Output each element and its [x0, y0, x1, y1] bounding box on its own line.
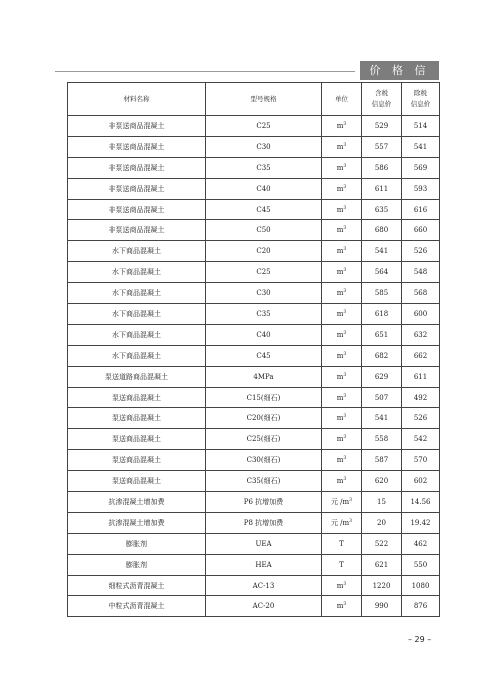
table-row	[68, 471, 440, 492]
spec-cell: C25(细石)	[206, 429, 322, 450]
unit-cell	[322, 241, 362, 262]
material-cell: 泵送商品混凝土	[68, 429, 206, 450]
unit-superscript: 3	[343, 309, 347, 315]
material-cell: 抗渗混凝土增加费	[68, 492, 206, 513]
unit-cell	[322, 157, 362, 178]
table-row	[68, 366, 440, 387]
table-row	[68, 304, 440, 325]
spec-cell: C30	[206, 283, 322, 304]
table-row	[68, 136, 440, 157]
unit-text: m	[336, 393, 344, 402]
tax-included-price-cell: 558	[362, 429, 402, 450]
table-row	[68, 241, 440, 262]
tax-included-price-cell: 585	[362, 283, 402, 304]
tax-included-price-cell: 620	[362, 471, 402, 492]
material-cell: 非泵送商品混凝土	[68, 199, 206, 220]
unit-cell	[322, 575, 362, 596]
unit-text: m	[336, 142, 344, 151]
unit-text: 元 /m	[330, 518, 350, 527]
spec-cell: HEA	[206, 554, 322, 575]
spec-cell: C35(细石)	[206, 471, 322, 492]
tax-included-price-cell: 522	[362, 533, 402, 554]
col-header-tax-excluded-line1: 除税	[414, 89, 427, 97]
tax-excluded-price-cell: 492	[402, 387, 440, 408]
col-header-tax-excluded-line2: 信息价	[410, 100, 431, 108]
col-header-tax-included	[362, 83, 402, 116]
unit-text: 元 /m	[330, 497, 350, 506]
spec-cell: C30(细石)	[206, 450, 322, 471]
tax-included-price-cell: 621	[362, 554, 402, 575]
material-cell: 水下商品混凝土	[68, 262, 206, 283]
material-cell: 非泵送商品混凝土	[68, 220, 206, 241]
table-row	[68, 116, 440, 137]
section-title: 价 格 信 息	[360, 61, 439, 80]
spec-cell: C35	[206, 304, 322, 325]
spec-cell: C30	[206, 136, 322, 157]
material-cell: 水下商品混凝土	[68, 283, 206, 304]
tax-included-price-cell: 635	[362, 199, 402, 220]
unit-cell	[322, 324, 362, 345]
material-cell: 非泵送商品混凝土	[68, 157, 206, 178]
unit-cell	[322, 283, 362, 304]
unit-text: m	[336, 581, 344, 590]
spec-cell: C45	[206, 199, 322, 220]
material-cell: 水下商品混凝土	[68, 324, 206, 345]
table-row	[68, 429, 440, 450]
tax-included-price-cell: 541	[362, 241, 402, 262]
spec-cell: AC-20	[206, 596, 322, 617]
tax-included-price-cell: 564	[362, 262, 402, 283]
tax-included-price-cell: 680	[362, 220, 402, 241]
spec-cell: UEA	[206, 533, 322, 554]
unit-text: m	[336, 351, 344, 360]
unit-superscript: 3	[343, 393, 347, 399]
unit-superscript: 3	[343, 121, 347, 127]
table-row	[68, 533, 440, 554]
col-header-unit: 单位	[322, 83, 362, 116]
table-row	[68, 199, 440, 220]
tax-excluded-price-cell: 660	[402, 220, 440, 241]
unit-superscript: 3	[343, 372, 347, 378]
table-header-row	[68, 83, 440, 116]
col-header-tax-excluded	[402, 83, 440, 116]
unit-cell	[322, 492, 362, 513]
material-cell: 泵送商品混凝土	[68, 471, 206, 492]
material-cell: 泵送商品混凝土	[68, 450, 206, 471]
unit-text: m	[336, 121, 344, 130]
unit-cell	[322, 450, 362, 471]
tax-included-price-cell: 629	[362, 366, 402, 387]
unit-text: m	[336, 163, 344, 172]
spec-cell: C50	[206, 220, 322, 241]
tax-excluded-price-cell: 602	[402, 471, 440, 492]
unit-cell	[322, 366, 362, 387]
unit-superscript: 3	[343, 163, 347, 169]
tax-excluded-price-cell: 526	[402, 241, 440, 262]
unit-superscript: 3	[349, 497, 353, 503]
unit-text: m	[336, 456, 344, 465]
unit-cell	[322, 408, 362, 429]
tax-excluded-price-cell: 542	[402, 429, 440, 450]
table-row	[68, 596, 440, 617]
unit-superscript: 3	[343, 330, 347, 336]
tax-included-price-cell: 541	[362, 408, 402, 429]
table-row	[68, 575, 440, 596]
tax-included-price-cell: 990	[362, 596, 402, 617]
spec-cell: C20	[206, 241, 322, 262]
unit-cell	[322, 116, 362, 137]
unit-superscript: 3	[349, 518, 353, 524]
tax-excluded-price-cell: 14.56	[402, 492, 440, 513]
tax-included-price-cell: 586	[362, 157, 402, 178]
unit-superscript: 3	[343, 435, 347, 441]
spec-cell: C35	[206, 157, 322, 178]
unit-text: T	[339, 560, 344, 569]
tax-excluded-price-cell: 570	[402, 450, 440, 471]
spec-cell: C25	[206, 116, 322, 137]
unit-cell	[322, 471, 362, 492]
tax-included-price-cell: 529	[362, 116, 402, 137]
tax-excluded-price-cell: 541	[402, 136, 440, 157]
material-cell: 泵送商品混凝土	[68, 387, 206, 408]
material-cell: 非泵送商品混凝土	[68, 136, 206, 157]
material-cell: 抗渗混凝土增加费	[68, 512, 206, 533]
unit-superscript: 3	[343, 247, 347, 253]
tax-excluded-price-cell: 569	[402, 157, 440, 178]
unit-superscript: 3	[343, 351, 347, 357]
unit-text: m	[336, 226, 344, 235]
unit-superscript: 3	[343, 268, 347, 274]
table-row	[68, 387, 440, 408]
tax-excluded-price-cell: 611	[402, 366, 440, 387]
material-cell: 水下商品混凝土	[68, 304, 206, 325]
material-cell: 非泵送商品混凝土	[68, 116, 206, 137]
spec-cell: C40	[206, 324, 322, 345]
unit-cell	[322, 512, 362, 533]
table-row	[68, 262, 440, 283]
material-cell: 膨胀剂	[68, 554, 206, 575]
table-row	[68, 324, 440, 345]
table-row	[68, 450, 440, 471]
unit-superscript: 3	[343, 602, 347, 608]
unit-cell	[322, 533, 362, 554]
spec-cell: P8 抗增加费	[206, 512, 322, 533]
tax-included-price-cell: 1220	[362, 575, 402, 596]
unit-superscript: 3	[343, 414, 347, 420]
unit-text: m	[336, 372, 344, 381]
unit-superscript: 3	[343, 456, 347, 462]
table-row	[68, 283, 440, 304]
col-header-tax-included-line2: 信息价	[371, 100, 392, 108]
page-number: – 29 –	[408, 635, 432, 644]
material-cell: 非泵送商品混凝土	[68, 178, 206, 199]
tax-excluded-price-cell: 600	[402, 304, 440, 325]
spec-cell: AC-13	[206, 575, 322, 596]
unit-text: T	[339, 539, 344, 548]
unit-superscript: 3	[343, 226, 347, 232]
unit-text: m	[336, 205, 344, 214]
table-row	[68, 178, 440, 199]
unit-cell	[322, 387, 362, 408]
material-cell: 膨胀剂	[68, 533, 206, 554]
col-header-spec: 型号规格	[206, 83, 322, 116]
col-header-tax-included-line1: 含税	[375, 89, 388, 97]
unit-superscript: 3	[343, 142, 347, 148]
unit-cell	[322, 429, 362, 450]
unit-text: m	[336, 268, 344, 277]
tax-excluded-price-cell: 876	[402, 596, 440, 617]
spec-cell: C25	[206, 262, 322, 283]
unit-text: m	[336, 414, 344, 423]
spec-cell: C15(细石)	[206, 387, 322, 408]
tax-included-price-cell: 682	[362, 345, 402, 366]
tax-included-price-cell: 15	[362, 492, 402, 513]
tax-excluded-price-cell: 1080	[402, 575, 440, 596]
unit-text: m	[336, 602, 344, 611]
unit-cell	[322, 304, 362, 325]
material-cell: 水下商品混凝土	[68, 345, 206, 366]
unit-text: m	[336, 247, 344, 256]
spec-cell: 4MPa	[206, 366, 322, 387]
tax-excluded-price-cell: 616	[402, 199, 440, 220]
unit-cell	[322, 178, 362, 199]
table-row	[68, 554, 440, 575]
unit-superscript: 3	[343, 289, 347, 295]
col-header-material: 材料名称	[68, 83, 206, 116]
tax-excluded-price-cell: 548	[402, 262, 440, 283]
price-table	[67, 82, 440, 617]
unit-cell	[322, 554, 362, 575]
unit-text: m	[336, 309, 344, 318]
tax-excluded-price-cell: 19.42	[402, 512, 440, 533]
tax-excluded-price-cell: 662	[402, 345, 440, 366]
tax-included-price-cell: 651	[362, 324, 402, 345]
unit-cell	[322, 596, 362, 617]
header-rule	[55, 71, 355, 72]
tax-excluded-price-cell: 526	[402, 408, 440, 429]
unit-cell	[322, 136, 362, 157]
unit-text: m	[336, 289, 344, 298]
tax-excluded-price-cell: 462	[402, 533, 440, 554]
unit-superscript: 3	[343, 581, 347, 587]
material-cell: 泵送商品混凝土	[68, 408, 206, 429]
table-row	[68, 345, 440, 366]
unit-superscript: 3	[343, 184, 347, 190]
unit-cell	[322, 345, 362, 366]
spec-cell: C40	[206, 178, 322, 199]
table-row	[68, 157, 440, 178]
tax-included-price-cell: 20	[362, 512, 402, 533]
spec-cell: C45	[206, 345, 322, 366]
unit-text: m	[336, 435, 344, 444]
unit-text: m	[336, 184, 344, 193]
table-row	[68, 408, 440, 429]
material-cell: 中粒式沥青混凝土	[68, 596, 206, 617]
material-cell: 水下商品混凝土	[68, 241, 206, 262]
tax-excluded-price-cell: 568	[402, 283, 440, 304]
tax-included-price-cell: 557	[362, 136, 402, 157]
spec-cell: C20(细石)	[206, 408, 322, 429]
tax-included-price-cell: 587	[362, 450, 402, 471]
spec-cell: P6 抗增加费	[206, 492, 322, 513]
tax-included-price-cell: 618	[362, 304, 402, 325]
unit-superscript: 3	[343, 477, 347, 483]
table-row	[68, 220, 440, 241]
tax-included-price-cell: 507	[362, 387, 402, 408]
table-row	[68, 492, 440, 513]
unit-text: m	[336, 477, 344, 486]
unit-cell	[322, 262, 362, 283]
tax-excluded-price-cell: 593	[402, 178, 440, 199]
tax-included-price-cell: 611	[362, 178, 402, 199]
table-row	[68, 512, 440, 533]
tax-excluded-price-cell: 632	[402, 324, 440, 345]
unit-cell	[322, 220, 362, 241]
unit-superscript: 3	[343, 205, 347, 211]
tax-excluded-price-cell: 550	[402, 554, 440, 575]
material-cell: 细粒式沥青混凝土	[68, 575, 206, 596]
unit-text: m	[336, 330, 344, 339]
unit-cell	[322, 199, 362, 220]
tax-excluded-price-cell: 514	[402, 116, 440, 137]
material-cell: 泵送道路商品混凝土	[68, 366, 206, 387]
